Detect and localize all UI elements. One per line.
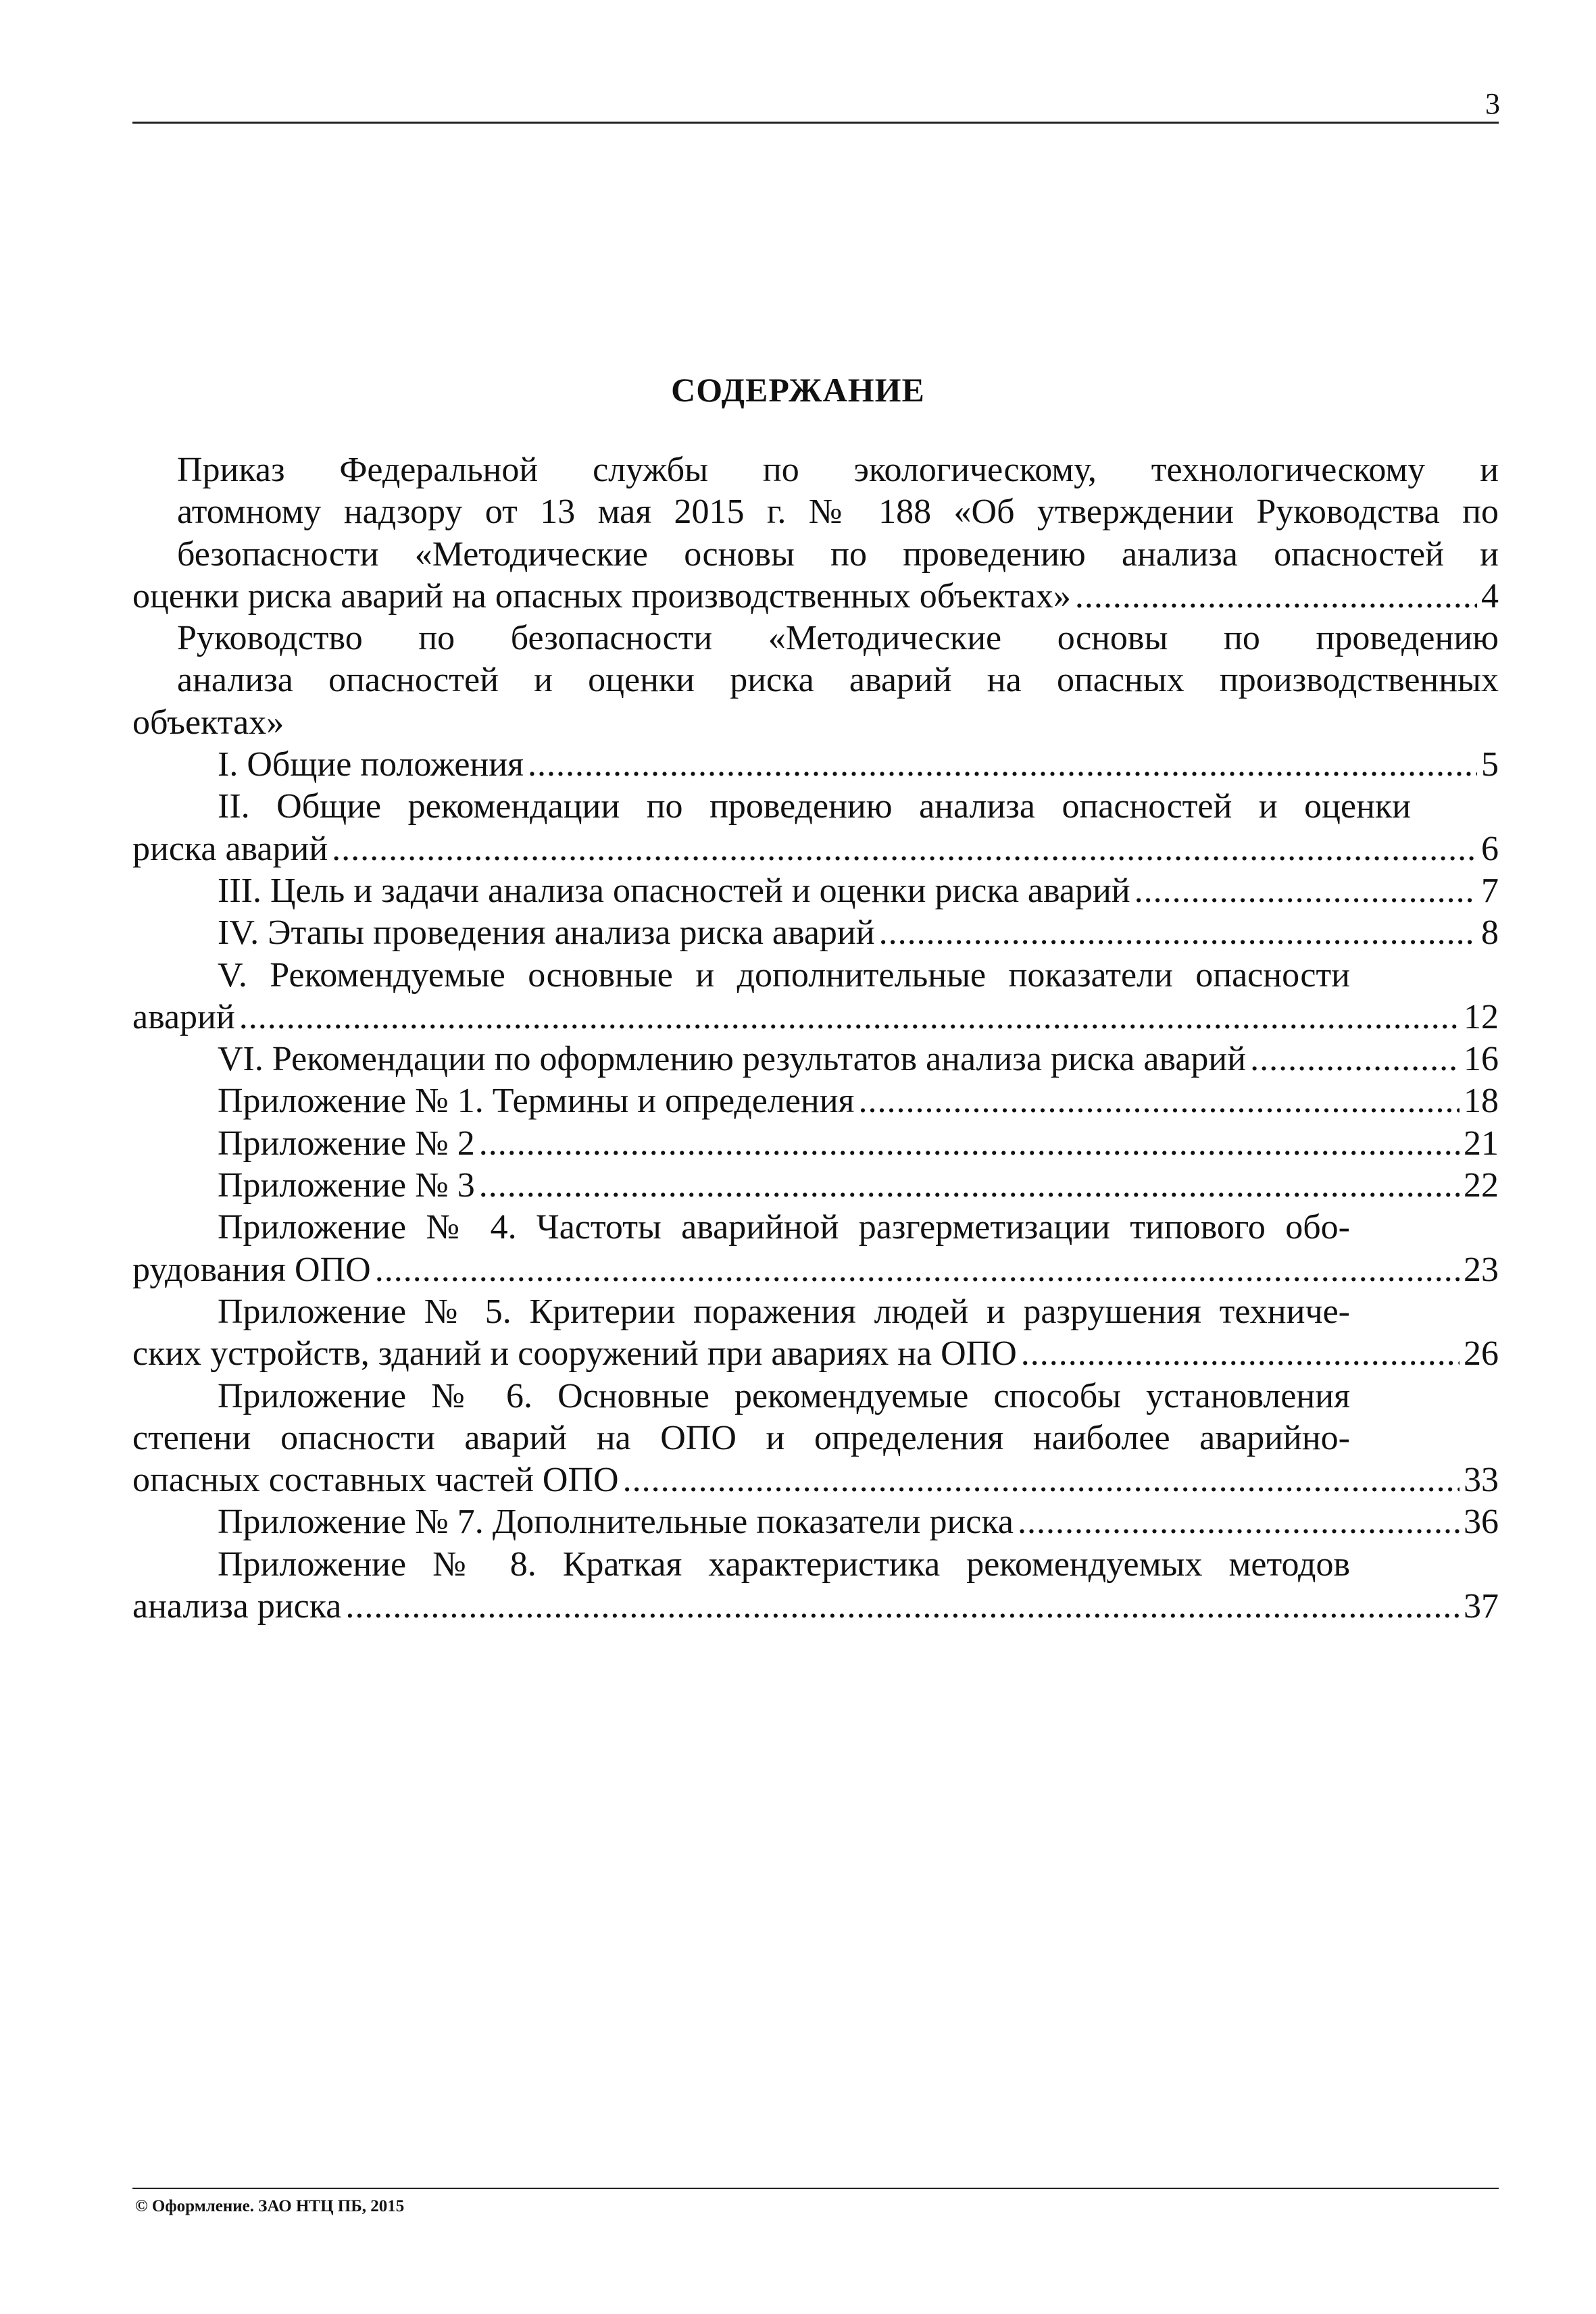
toc-page-number: 22: [1464, 1166, 1499, 1205]
toc-page-number: 18: [1464, 1082, 1499, 1121]
page-number: 3: [1485, 87, 1500, 120]
toc-entry-line: объектах»: [132, 703, 284, 742]
table-of-contents: [132, 449, 1499, 1628]
toc-leader-dots: [345, 1586, 1460, 1628]
toc-leader-dots: [528, 744, 1477, 786]
toc-leader-dots: [623, 1459, 1460, 1501]
toc-entry-line: безопасности «Методические основы по проведению анализа опасностей и: [177, 534, 1499, 574]
toc-leader-dots: [332, 828, 1477, 870]
copyright-footer: © Оформление. ЗАО НТЦ ПБ, 2015: [135, 2197, 405, 2215]
toc-entry-line: анализа опасностей и оценки риска аварий на опасных производственных: [177, 661, 1499, 700]
toc-entry-line: Руководство по безопасности «Методические основы по проведению: [177, 619, 1499, 658]
toc-leader-dots: [239, 997, 1460, 1038]
toc-page-number: 37: [1464, 1587, 1499, 1626]
toc-entry-line: Приложение № 4. Частоты аварийной разгерметизации типового обо-: [218, 1208, 1350, 1247]
toc-entry-section-5[interactable]: [132, 955, 1499, 1039]
toc-page-number: 6: [1481, 829, 1499, 868]
toc-entry-line: II. Общие рекомендации по проведению анализа опасностей и оценки: [218, 787, 1411, 826]
toc-entry-text: оценки риска аварий на опасных производственных объектах»: [132, 576, 1071, 615]
toc-entry-text: анализа риска: [132, 1587, 342, 1626]
toc-page-number: 12: [1464, 997, 1499, 1036]
toc-leader-dots: [1075, 576, 1477, 618]
toc-leader-dots: [1018, 1501, 1460, 1543]
toc-leader-dots: [479, 1165, 1460, 1207]
footer-rule: [132, 2188, 1499, 2189]
toc-page-number: 4: [1481, 576, 1499, 615]
toc-entry-guide[interactable]: [132, 618, 1499, 744]
toc-entry-text: Приложение № 3: [218, 1166, 475, 1205]
toc-leader-dots: [858, 1080, 1460, 1122]
toc-leader-dots: [879, 912, 1477, 954]
toc-leader-dots: [479, 1123, 1460, 1165]
toc-page-number: 23: [1464, 1250, 1499, 1289]
toc-leader-dots: [1134, 870, 1477, 912]
toc-page-number: 5: [1481, 745, 1499, 784]
toc-entry-appendix-3[interactable]: [132, 1165, 1499, 1207]
toc-entry-text: аварий: [132, 997, 235, 1036]
toc-entry-section-1[interactable]: [132, 744, 1499, 786]
toc-entry-text: рудования ОПО: [132, 1250, 371, 1289]
toc-page-number: 21: [1464, 1124, 1499, 1163]
toc-entry-line: степени опасности аварий на ОПО и определения наиболее аварийно-: [132, 1418, 1350, 1457]
toc-entry-line: Приказ Федеральной службы по экологическому, технологическому и: [177, 451, 1499, 489]
toc-entry-section-6[interactable]: [132, 1038, 1499, 1080]
toc-entry-line: атомному надзору от 13 мая 2015 г. № 188 «Об утверждении Руководства по: [177, 493, 1499, 532]
toc-title: СОДЕРЖАНИЕ: [671, 371, 925, 409]
toc-entry-text: Приложение № 1. Термины и определения: [218, 1082, 855, 1121]
toc-entry-text: IV. Этапы проведения анализа риска аварий: [218, 913, 875, 953]
toc-entry-appendix-6[interactable]: [132, 1376, 1499, 1502]
toc-entry-line: Приложение № 6. Основные рекомендуемые способы установления: [218, 1376, 1350, 1415]
toc-entry-line: Приложение № 8. Краткая характеристика рекомендуемых методов: [218, 1544, 1350, 1584]
toc-entry-section-4[interactable]: [132, 912, 1499, 954]
toc-entry-appendix-4[interactable]: [132, 1207, 1499, 1291]
toc-page-number: 26: [1464, 1334, 1499, 1374]
toc-leader-dots: [1021, 1333, 1460, 1375]
toc-page-number: 16: [1464, 1040, 1499, 1079]
toc-entry-text: III. Цель и задачи анализа опасностей и оценки риска аварий: [218, 871, 1130, 910]
toc-leader-dots: [1250, 1038, 1460, 1080]
toc-entry-text: опасных составных частей ОПО: [132, 1461, 619, 1500]
toc-entry-appendix-1[interactable]: [132, 1080, 1499, 1122]
toc-entry-appendix-5[interactable]: [132, 1291, 1499, 1376]
toc-entry-line: Приложение № 5. Критерии поражения людей и разрушения техниче-: [218, 1292, 1350, 1331]
toc-entry-section-3[interactable]: [132, 870, 1499, 912]
toc-entry-text: Приложение № 7. Дополнительные показатели риска: [218, 1503, 1014, 1542]
toc-page-number: 36: [1464, 1503, 1499, 1542]
toc-entry-text: риска аварий: [132, 829, 328, 868]
toc-entry-appendix-7[interactable]: [132, 1501, 1499, 1543]
toc-entry-text: ских устройств, зданий и сооружений при авариях на ОПО: [132, 1334, 1017, 1374]
toc-entry-text: I. Общие положения: [218, 745, 524, 784]
toc-entry-text: Приложение № 2: [218, 1124, 475, 1163]
toc-page-number: 33: [1464, 1461, 1499, 1500]
toc-leader-dots: [375, 1249, 1460, 1291]
toc-entry-section-2[interactable]: [132, 786, 1499, 870]
toc-page-number: 7: [1481, 871, 1499, 910]
toc-entry-appendix-8[interactable]: [132, 1544, 1499, 1628]
toc-entry-line: V. Рекомендуемые основные и дополнительные показатели опасности: [218, 955, 1350, 995]
toc-entry-appendix-2[interactable]: [132, 1123, 1499, 1165]
toc-entry-order[interactable]: [132, 449, 1499, 618]
header-rule: [132, 122, 1499, 124]
toc-page-number: 8: [1481, 913, 1499, 953]
toc-entry-text: VI. Рекомендации по оформлению результатов анализа риска аварий: [218, 1040, 1247, 1079]
